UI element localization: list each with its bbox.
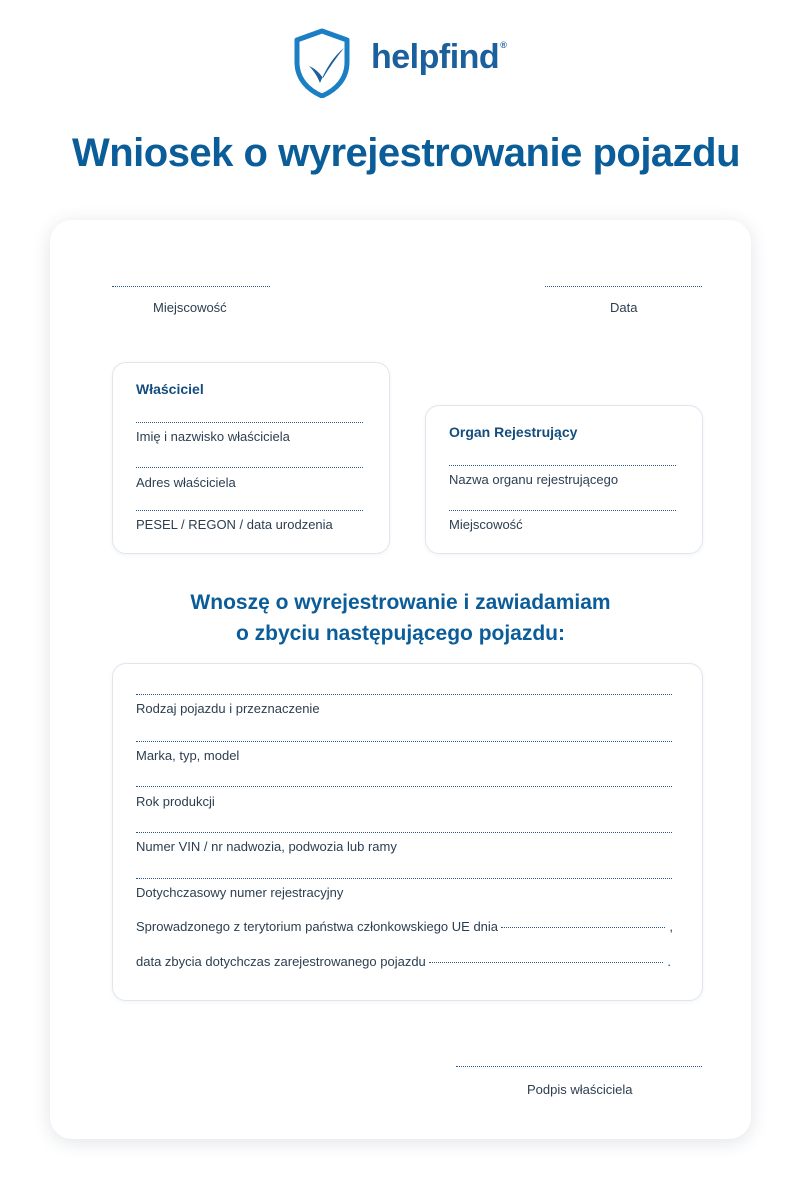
owner-address-line[interactable]: [136, 467, 363, 468]
place-input-line[interactable]: [112, 286, 270, 287]
owner-address-label: Adres właściciela: [136, 475, 236, 490]
place-label: Miejscowość: [153, 300, 227, 315]
date-label: Data: [610, 300, 638, 315]
vehicle-vin-label: Numer VIN / nr nadwozia, podwozia lub ramy: [136, 839, 397, 854]
vehicle-make-line[interactable]: [136, 741, 672, 742]
trademark-mark: ®: [500, 40, 507, 50]
vehicle-plate-line[interactable]: [136, 878, 672, 879]
owner-pesel-label: PESEL / REGON / data urodzenia: [136, 517, 333, 532]
signature-line[interactable]: [456, 1066, 702, 1067]
import-date-input-line[interactable]: [501, 927, 665, 928]
owner-name-line[interactable]: [136, 422, 363, 423]
authority-place-label: Miejscowość: [449, 517, 523, 532]
shield-check-icon: [292, 28, 352, 98]
vehicle-make-label: Marka, typ, model: [136, 748, 240, 763]
owner-name-label: Imię i nazwisko właściciela: [136, 429, 290, 444]
authority-box-title: Organ Rejestrujący: [449, 424, 578, 440]
vehicle-year-label: Rok produkcji: [136, 794, 215, 809]
date-input-line[interactable]: [545, 286, 702, 287]
authority-name-line[interactable]: [449, 465, 676, 466]
vehicle-vin-line[interactable]: [136, 832, 672, 833]
section-heading-line2: o zbyciu następującego pojazdu:: [235, 622, 566, 645]
logo-text: helpfind: [371, 38, 500, 76]
sale-date-row: [136, 954, 671, 969]
import-date-end: ,: [669, 919, 673, 934]
authority-place-line[interactable]: [449, 510, 676, 511]
import-date-label: Sprowadzonego z terytorium państwa członkowskiego UE dnia: [136, 919, 499, 934]
owner-pesel-line[interactable]: [136, 510, 363, 511]
vehicle-plate-label: Dotychczasowy numer rejestracyjny: [136, 885, 344, 900]
section-heading-line1: Wnoszę o wyrejestrowanie i zawiadamiam: [190, 591, 611, 614]
sale-date-input-line[interactable]: [429, 962, 664, 963]
owner-box-title: Właściciel: [136, 381, 204, 397]
page-title: Wniosek o wyrejestrowanie pojazdu: [71, 131, 741, 175]
signature-label: Podpis właściciela: [527, 1082, 633, 1097]
vehicle-type-label: Rodzaj pojazdu i przeznaczenie: [136, 701, 320, 716]
sale-date-label: data zbycia dotychczas zarejestrowanego pojazdu: [136, 954, 426, 969]
authority-name-label: Nazwa organu rejestrującego: [449, 472, 619, 487]
section-heading: [50, 587, 751, 649]
vehicle-type-line[interactable]: [136, 694, 672, 695]
vehicle-year-line[interactable]: [136, 786, 672, 787]
sale-date-end: .: [667, 954, 671, 969]
import-date-row: [136, 919, 673, 934]
logo-wordmark: [371, 38, 506, 77]
